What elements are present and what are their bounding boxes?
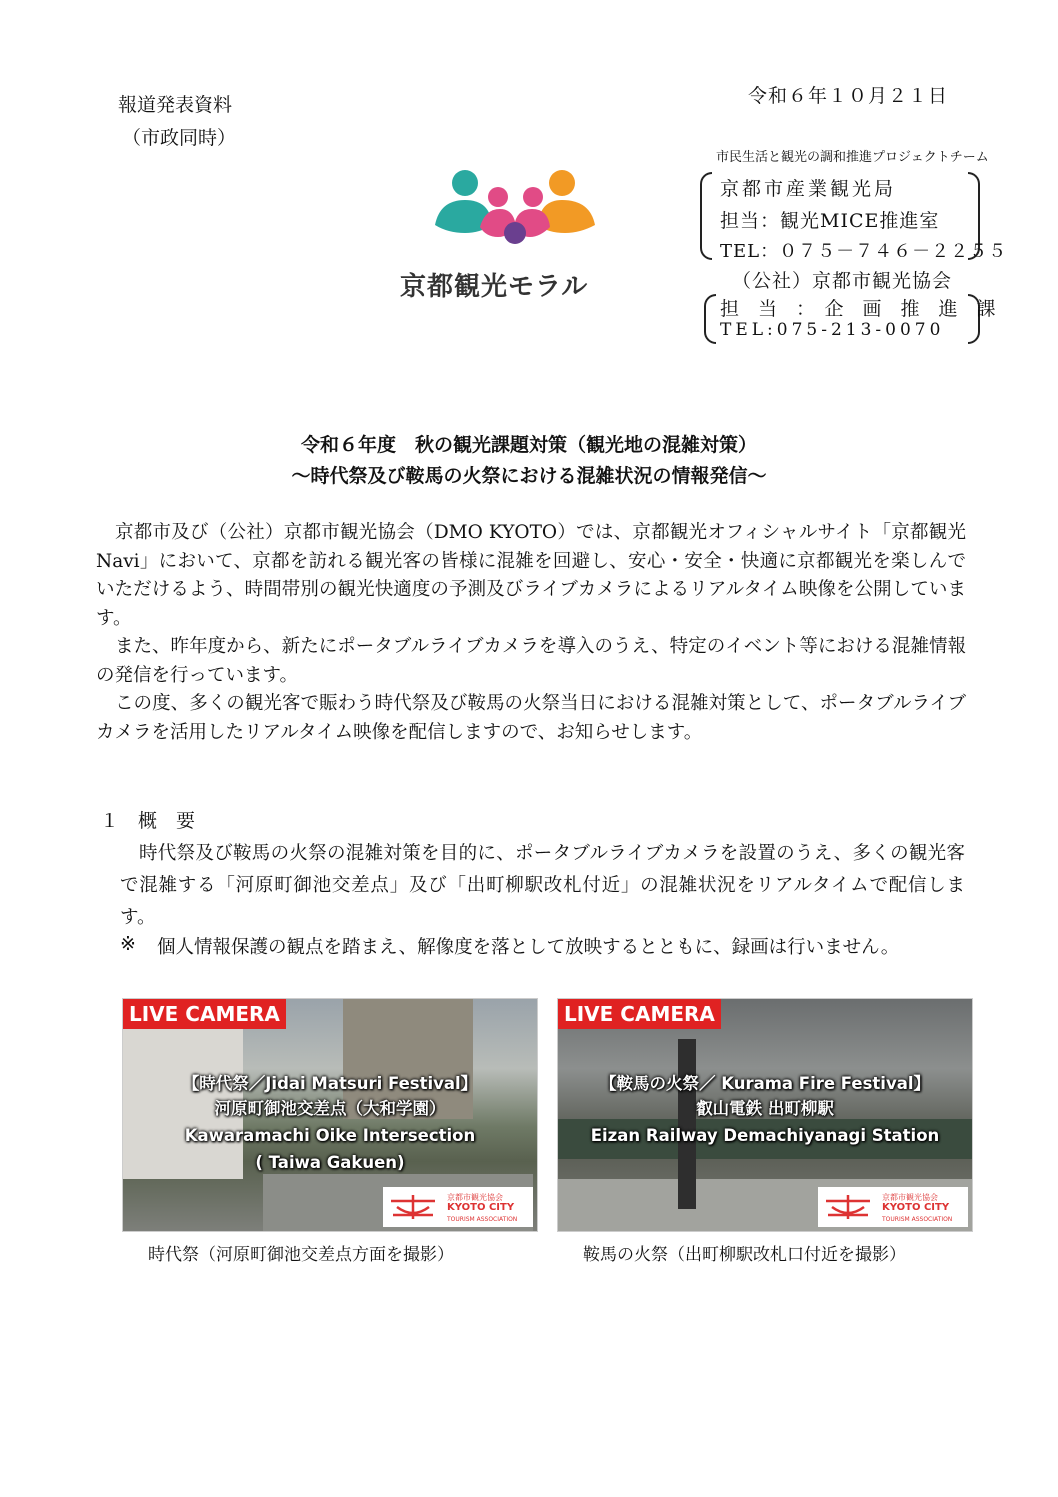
contact-city-org: 京都市産業観光局 [720, 178, 897, 200]
kyoto-city-mark-icon [389, 1193, 437, 1221]
photo-overlay-line2: 河原町御池交差点（大和学園） [214, 1099, 446, 1118]
section-body: 時代祭及び鞍馬の火祭の混雑対策を目的に、ポータブルライブカメラを設置のうえ、多くの観光客で混雑する「河原町御池交差点」及び「出町柳駅改札付近」の混雑状況をリアルタイムで配信します。 [120, 843, 965, 928]
badge-en: KYOTO CITY [447, 1202, 515, 1213]
badge-en: KYOTO CITY [882, 1202, 950, 1213]
release-label: 報道発表資料 [118, 94, 233, 116]
live-camera-label: LIVE CAMERA [558, 999, 721, 1029]
photo-overlay-line3: Kawaramachi Oike Intersection [184, 1126, 476, 1145]
note-mark: ※ [120, 933, 136, 955]
kyoto-city-badge [383, 1187, 533, 1227]
people-circle-icon [430, 165, 600, 265]
contact-bracket-left-2 [704, 294, 716, 344]
project-team: 市民生活と観光の調和推進プロジェクトチーム [716, 150, 989, 165]
badge-jp: 京都市観光協会 [447, 1193, 503, 1202]
main-title: 令和６年度 秋の観光課題対策（観光地の混雑対策） [300, 434, 757, 456]
photo-overlay-line1: 【時代祭／Jidai Matsuri Festival】 [182, 1074, 478, 1093]
live-camera-label: LIVE CAMERA [123, 999, 286, 1029]
photo-overlay-line1: 【鞍馬の火祭／ Kurama Fire Festival】 [599, 1074, 931, 1093]
intro-paragraph-3: この度、多くの観光客で賑わう時代祭及び鞍馬の火祭当日における混雑対策として、ポータブルライブカメラを活用したリアルタイム映像を配信しますので、お知らせします。 [96, 693, 966, 743]
photo-overlay-line3: Eizan Railway Demachiyanagi Station [590, 1126, 940, 1145]
contact-assoc-org: （公社）京都市観光協会 [732, 270, 953, 292]
contact-assoc-tel: TEL:075-213-0070 [720, 320, 945, 340]
contact-city-tel: TEL：０７５－７４６－２２５５ [720, 241, 1008, 262]
contact-bracket-left [700, 172, 712, 260]
intro-paragraph-1: 京都市及び（公社）京都市観光協会（DMO KYOTO）では、京都観光オフィシャルサイト「京都観光Navi」において、京都を訪れる観光客の皆様に混雑を回避し、安心・安全・快適に京都観光を楽しんでいただけるよう、時間帯別の観光快適度の予測及びライブカメラによるリアルタイム映像を公開しています。 [96, 522, 966, 629]
live-camera-photo-kurama [557, 998, 973, 1232]
live-camera-photo-jidai [122, 998, 538, 1232]
badge-en2: TOURISM ASSOCIATION [447, 1216, 518, 1223]
intro-paragraph-2: また、昨年度から、新たにポータブルライブカメラを導入のうえ、特定のイベント等における混雑情報の発信を行っています。 [96, 636, 966, 686]
photo-overlay-line2: 叡山電鉄 出町柳駅 [696, 1099, 834, 1118]
logo-text: 京都観光モラル [400, 272, 589, 302]
section-heading: １ 概 要 [100, 810, 196, 832]
kyoto-city-mark-icon [824, 1193, 872, 1221]
sub-title: ～時代祭及び鞍馬の火祭における混雑状況の情報発信～ [291, 465, 767, 487]
release-date: 令和６年１０月２１日 [748, 85, 949, 107]
photo-caption-jidai: 時代祭（河原町御池交差点方面を撮影） [148, 1245, 454, 1265]
photo-overlay-line4: ( Taiwa Gakuen) [255, 1153, 405, 1172]
section-note: 個人情報保護の観点を踏まえ、解像度を落として放映するとともに、録画は行いません。 [157, 937, 900, 958]
badge-en2: TOURISM ASSOCIATION [882, 1216, 953, 1223]
contact-assoc-staff: 担 当 ： 企 画 推 進 課 [720, 298, 996, 320]
kyoto-city-badge [818, 1187, 968, 1227]
photo-caption-kurama: 鞍馬の火祭（出町柳駅改札口付近を撮影） [583, 1245, 906, 1265]
badge-jp: 京都市観光協会 [882, 1193, 938, 1202]
release-subtitle: （市政同時） [122, 127, 237, 149]
contact-city-staff: 担当：観光MICE推進室 [720, 210, 940, 232]
